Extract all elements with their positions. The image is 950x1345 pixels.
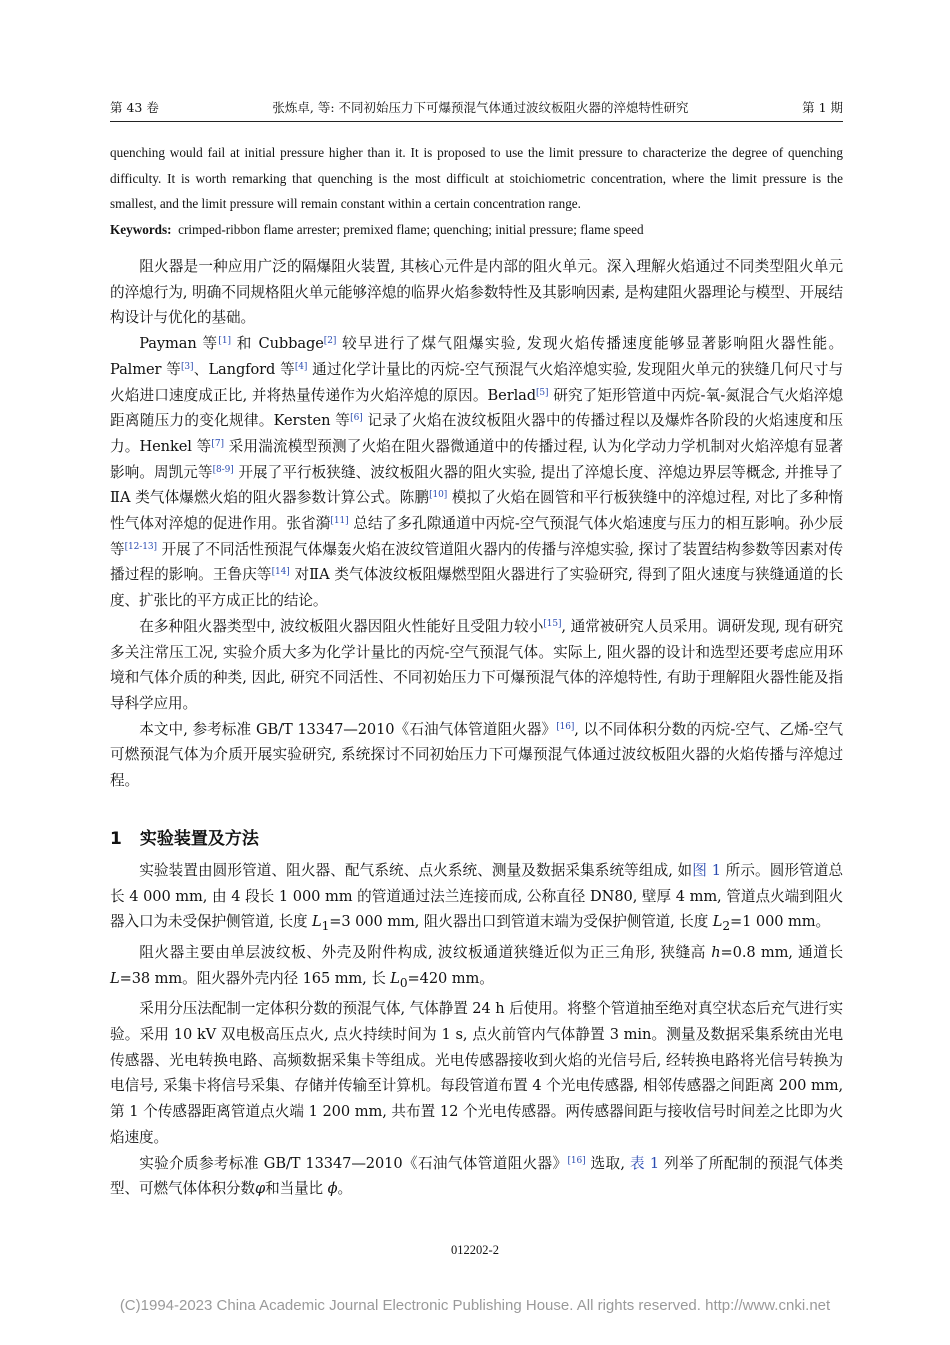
citation[interactable]: [15] [543,618,562,629]
keywords-text: crimped-ribbon flame arrester; premixed flame; quenching; initial pressure; flame speed [178,221,644,237]
citation[interactable]: [16] [556,721,575,732]
header-rule [110,121,843,122]
citation[interactable]: [14] [271,567,290,578]
copyright-watermark: (C)1994-2023 China Academic Journal Electronic Publishing House. All rights reserved. http://www.cnki.net [119,1297,831,1314]
section-number: 1 [110,829,122,849]
intro-paragraph-3: 在多种阻火器类型中, 波纹板阻火器因阻火性能好且受阻力较小[15], 通常被研究人员采用。调研发现, 现有研究多关注常压工况, 实验介质大多为化学计量比的丙烷-空气预混气体。实际上, 阻火器的设计和选型还要考虑应用环境和气体介质的种类, 因此, 研究不同活性、不同初始压力下可爆预混气体的淬熄特性, 有助于理解阻火器性能及指导科学应用。 [110,617,844,712]
section-1-paragraph-1: 实验装置由圆形管道、阻火器、配气系统、点火系统、测量及数据采集系统等组成, 如图 1 所示。圆形管道总长 4 000 mm, 由 4 段长 1 000 mm 的管道通过法兰连接而成, 公称直径 DN80, 壁厚 4 mm, 管道点火端到阻火器入口为未受保护侧管道, 长度 $L_1=3$ 000 mm, 阻火器出口到管道末端为受保护侧管道, 长度 $L_2=1$ 000 mm。 [110,862,843,934]
intro-paragraph-2: Payman 等[1] 和 Cubbage[2] 较早进行了煤气阻爆实验, 发现火焰传播速度能够显著影响阻火器性能。Palmer 等[3]、Langford 等[4] 通过化学计量比的丙烷-空气预混气火焰淬熄实验, 发现阻火单元的狭缝几何尺寸与火焰进口速度成正比, 并将热量传递作为火焰淬熄的原因。Berlad[5] 研究了矩形管道中丙烷-氧-氮混合气火焰淬熄距离随压力的变化规律。Kersten 等[6] 记录了火焰在波纹板阻火器中的传播过程以及爆炸各阶段的火焰速度和压力。Henkel 等[7] 采用湍流模型预测了火焰在阻火器微通道中的传播过程, 认为化学动力学机制对火焰淬熄有显著影响。周凯元等[8-9] 开展了平行板狭缝、波纹板阻火器的阻火实验, 提出了淬熄长度、淬熄边界层等概念, 并推导了ⅡA 类气体爆燃火焰的阻火器参数计算公式。陈鹏[10] 模拟了火焰在圆管和平行板狭缝中的淬熄过程, 对比了多种惰性气体对淬熄的促进作用。张省漪[11] 总结了多孔隙通道中丙烷-空气预混气体火焰速度与压力的相互影响。孙少辰等[12-13] 开展了不同活性预混气体爆轰火焰在波纹管道阻火器内的传播与淬熄实验, 探讨了装置结构参数等因素对传播过程的影响。王鲁庆等[14] 对ⅡA 类气体波纹板阻爆燃型阻火器进行了实验研究, 得到了阻火速度与狭缝通道的长度、扩张比的平方成正比的结论。 [110,335,844,610]
citation[interactable]: [2] [323,336,337,347]
section-1-paragraph-3: 采用分压法配制一定体积分数的预混气体, 气体静置 24 h 后使用。将整个管道抽至绝对真空状态后充气进行实验。采用 10 kV 双电极高压点火, 点火持续时间为 1 s, 点火前管内气体静置 3 min。测量及数据采集系统由光电传感器、光电转换电路、高频数据采集卡等组成。光电传感器接收到火焰的光信号后, 经转换电路将光信号转换为电信号, 采集卡将信号采集、存储并传输至计算机。每段管道布置 4 个光电传感器, 相邻传感器之间距离 200 mm, 第 1 个传感器距离管道点火端 1 200 mm, 共布置 12 个光电传感器。两传感器间距与接收信号时间差之比即为火焰速度。 [110,1000,843,1146]
citation[interactable]: [3] [180,361,194,372]
keywords-label: Keywords: [110,221,172,237]
citation[interactable]: [7] [211,438,224,449]
introduction [110,254,843,794]
section-1-heading [110,824,259,849]
section-1-body [110,858,843,1202]
keywords [110,217,843,243]
page-number: 012202-2 [451,1243,499,1257]
section-1-paragraph-4: 实验介质参考标准 GB/T 13347—2010《石油气体管道阻火器》[16] 选取, 表 1 列举了所配制的预混气体类型、可燃气体体积分数φ和当量比 ϕ。 [110,1154,843,1198]
intro-paragraph-1: 阻火器是一种应用广泛的隔爆阻火装置, 其核心元件是内部的阻火单元。深入理解火焰通过不同类型阻火单元的淬熄行为, 明确不同规格阻火单元能够淬熄的临界火焰参数特性及其影响因素, 是构建阻火器理论与模型、开展结构设计与优化的基础。 [110,258,843,327]
header-issue: 第 1 期 [802,100,843,115]
header-volume: 第 43 卷 [110,100,159,115]
citation[interactable]: [5] [536,387,549,398]
citation[interactable]: [10] [429,490,448,501]
figure-1-link[interactable]: 图 1 [692,862,721,879]
running-header [110,96,843,118]
citation[interactable]: [1] [218,336,231,347]
citation[interactable]: [16] [567,1155,586,1166]
section-title: 实验装置及方法 [139,829,259,849]
citation[interactable]: [12-13] [124,541,157,552]
abstract-text: quenching would fail at initial pressure higher than it. It is proposed to use the limit pressure to characterize the degree of quenching difficulty. It is worth remarking that quenching is the most difficult at stoichiometric concentration, where the limit pressure is the smallest, and the limit pressure will remain constant within a certain concentration range. [110,145,843,211]
citation[interactable]: [11] [330,516,349,527]
abstract [110,140,843,242]
citation[interactable]: [8-9] [212,464,234,475]
header-title: 张炼卓, 等: 不同初始压力下可爆预混气体通过波纹板阻火器的淬熄特性研究 [272,100,689,115]
citation[interactable]: [4] [294,361,308,372]
citation[interactable]: [6] [350,413,363,424]
table-1-link[interactable]: 表 1 [629,1154,660,1172]
section-1-paragraph-2: 阻火器主要由单层波纹板、外壳及附件构成, 波纹板通道狭缝近似为正三角形, 狭缝高 h=0.8 mm, 通道长 L=38 mm。阻火器外壳内径 165 mm, 长 $L_0=420$ mm。 [110,944,843,990]
intro-paragraph-4: 本文中, 参考标准 GB/T 13347—2010《石油气体管道阻火器》[16], 以不同体积分数的丙烷-空气、乙烯-空气可燃预混气体为介质开展实验研究, 系统探讨不同初始压力下可爆预混气体通过波纹板阻火器的火焰传播与淬熄过程。 [110,720,843,790]
